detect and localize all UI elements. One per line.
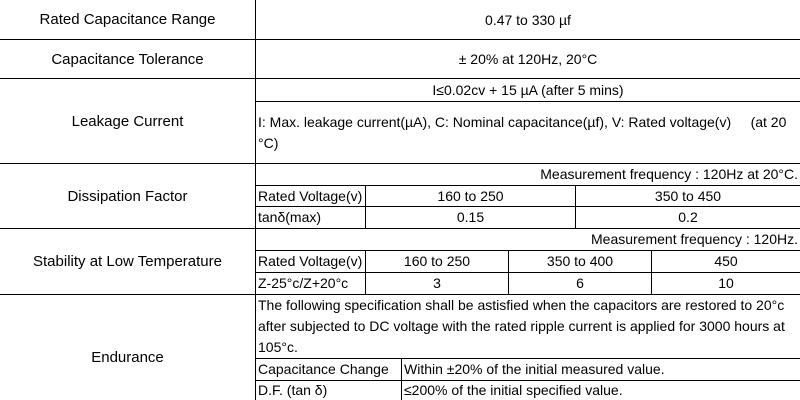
capacitance-tolerance-value: ± 20% at 120Hz, 20°C — [458, 51, 598, 67]
stability-label: Stability at Low Temperature — [33, 253, 222, 270]
endurance-divider — [401, 358, 402, 400]
endurance-text-line3: 105°c. — [258, 339, 298, 355]
dissipation-voltage-header: Rated Voltage(v) — [258, 188, 363, 204]
endurance-item-value: ≤200% of the initial specified value. — [404, 382, 623, 398]
stability-voltage-1: 160 to 250 — [403, 253, 471, 269]
capacitance-tolerance-label: Capacitance Tolerance — [51, 50, 204, 68]
leakage-formula: I≤0.02cv + 15 µA (after 5 mins) — [432, 82, 624, 98]
stability-value-1: 3 — [433, 275, 441, 291]
endurance-item-name: D.F. (tan δ) — [258, 382, 328, 398]
dissipation-value-2: 0.2 — [678, 209, 698, 225]
capacitance-range-value: 0.47 to 330 µf — [485, 11, 571, 28]
stability-value-3: 10 — [718, 275, 734, 291]
endurance-item-value: Within ±20% of the initial measured value. — [404, 361, 665, 377]
stability-impedance-header: Z-25°c/Z+20°c — [258, 275, 349, 291]
capacitance-range-label: Rated Capacitance Range — [39, 11, 216, 28]
endurance-text-line2: after subjected to DC voltage with the rated ripple current is applied for 3000 hours at — [258, 318, 785, 334]
dissipation-value-1: 0.15 — [456, 209, 485, 225]
dissipation-measurement: Measurement frequency : 120Hz at 20°C. — [540, 166, 798, 182]
endurance-text-line1: The following specification shall be astisfied when the capacitors are restored to 20°c — [258, 297, 785, 313]
endurance-item-name: Capacitance Change — [258, 361, 389, 377]
stability-voltage-2: 350 to 400 — [546, 253, 614, 269]
stability-voltage-3: 450 — [714, 253, 738, 269]
leakage-divider — [255, 101, 800, 102]
stability-measurement: Measurement frequency : 120Hz. — [591, 231, 798, 247]
dissipation-factor-label: Dissipation Factor — [67, 187, 188, 205]
leakage-note-line1: I: Max. leakage current(µA), C: Nominal capacitance(µf), V: Rated voltage(v) (at 20 — [258, 114, 787, 130]
dissipation-voltage-1: 160 to 250 — [437, 188, 504, 204]
stability-voltage-header: Rated Voltage(v) — [258, 253, 363, 269]
dissipation-voltage-2: 350 to 450 — [654, 188, 722, 204]
stability-value-2: 6 — [576, 275, 584, 291]
endurance-label: Endurance — [91, 349, 164, 366]
dissipation-tan-header: tanδ(max) — [258, 209, 322, 225]
leakage-current-label: Leakage Current — [71, 112, 184, 130]
leakage-note-line2: °C) — [258, 135, 279, 151]
